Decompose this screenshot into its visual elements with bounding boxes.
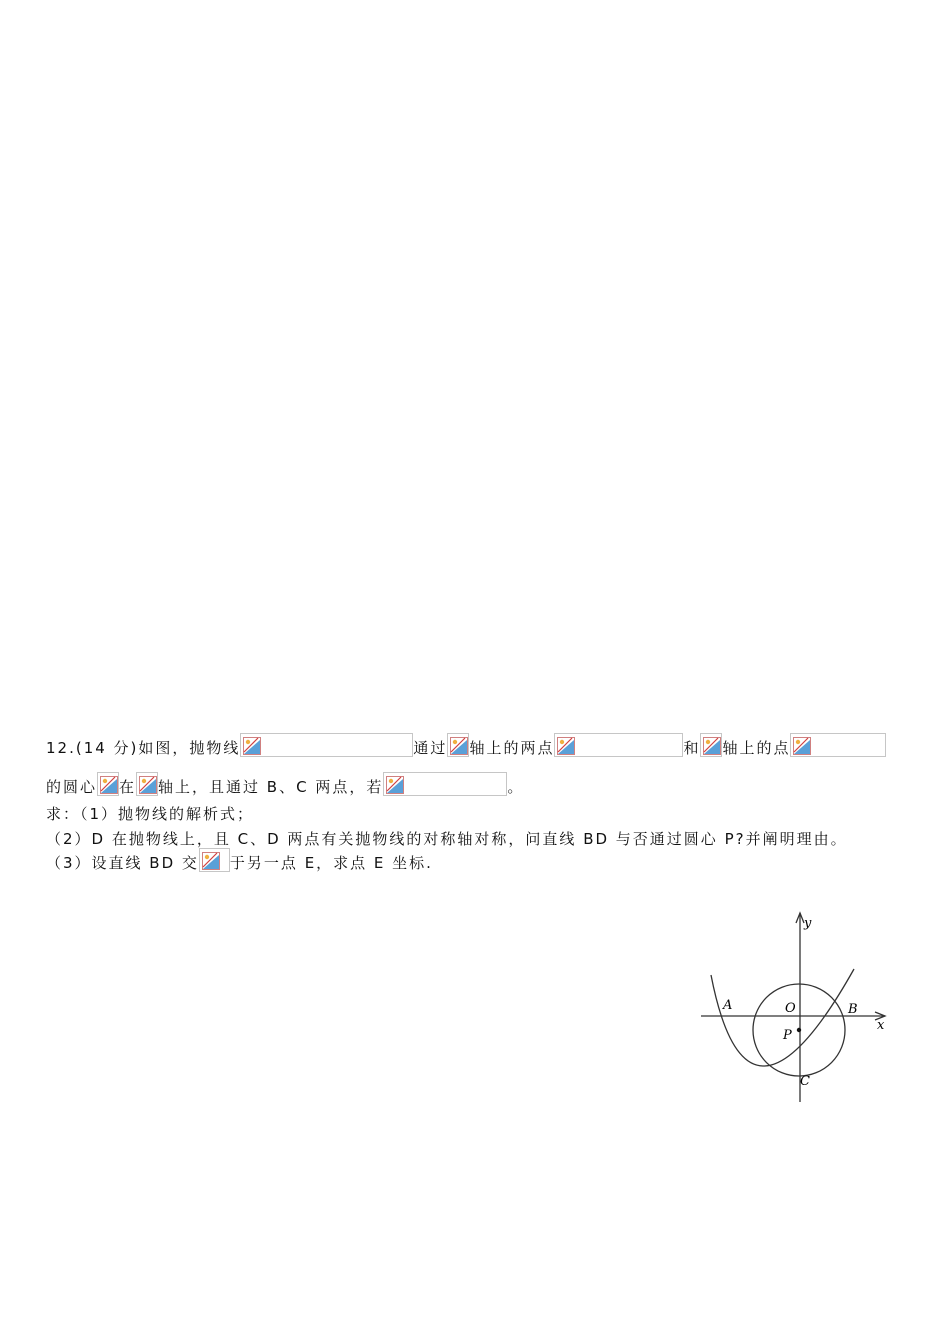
problem-line-2 <box>46 770 524 796</box>
text-passes-bc: 轴上，且通过 B、C 两点，若 <box>158 778 384 796</box>
text-two-points: 轴上的两点 <box>469 739 555 757</box>
question-3-prefix: （3）设直线 BD 交 <box>46 854 199 872</box>
parabola-curve <box>711 969 854 1066</box>
formula-image-points <box>554 733 683 757</box>
question-3-suffix: 于另一点 E，求点 E 坐标. <box>229 854 433 872</box>
broken-image-icon <box>100 776 118 794</box>
formula-image-point-c <box>790 733 886 757</box>
text-axis-point: 轴上的点 <box>722 739 791 757</box>
parabola-circle-figure <box>695 905 895 1105</box>
broken-image-icon <box>793 737 811 755</box>
formula-image-circle <box>199 848 230 872</box>
problem-number-text: 12.(14 分)如图，抛物线 <box>46 739 241 757</box>
label-a: A <box>723 998 733 1013</box>
text-on: 在 <box>119 778 137 796</box>
formula-image-y-axis <box>136 772 158 796</box>
label-y: y <box>804 916 812 931</box>
question-1-text: 求：（1）抛物线的解析式； <box>46 805 255 823</box>
formula-image-x <box>447 733 469 757</box>
label-c: C <box>800 1074 810 1089</box>
text-passes: 通过 <box>413 739 448 757</box>
formula-image-y <box>700 733 722 757</box>
label-p: P <box>783 1028 792 1043</box>
broken-image-icon <box>243 737 261 755</box>
broken-image-icon <box>703 737 721 755</box>
broken-image-icon <box>139 776 157 794</box>
broken-image-icon <box>450 737 468 755</box>
point-p <box>797 1028 801 1032</box>
label-b: B <box>848 1002 858 1017</box>
text-period: 。 <box>507 778 525 796</box>
problem-line-1 <box>46 731 886 757</box>
label-o: O <box>785 1001 796 1016</box>
broken-image-icon <box>557 737 575 755</box>
label-x: x <box>877 1018 885 1033</box>
text-and: 和 <box>683 739 701 757</box>
question-2-text: （2）D 在抛物线上，且 C、D 两点有关抛物线的对称轴对称，问直线 BD 与否通过圆心 P?并阐明理由。 <box>46 830 848 848</box>
broken-image-icon <box>386 776 404 794</box>
text-circle-center: 的圆心 <box>46 778 98 796</box>
problem-line-5 <box>46 846 433 872</box>
formula-image-condition <box>383 772 507 796</box>
formula-image-circle-p <box>97 772 119 796</box>
problem-line-3 <box>46 797 254 823</box>
broken-image-icon <box>202 852 220 870</box>
formula-image-parabola <box>240 733 413 757</box>
problem-line-4 <box>46 822 848 848</box>
